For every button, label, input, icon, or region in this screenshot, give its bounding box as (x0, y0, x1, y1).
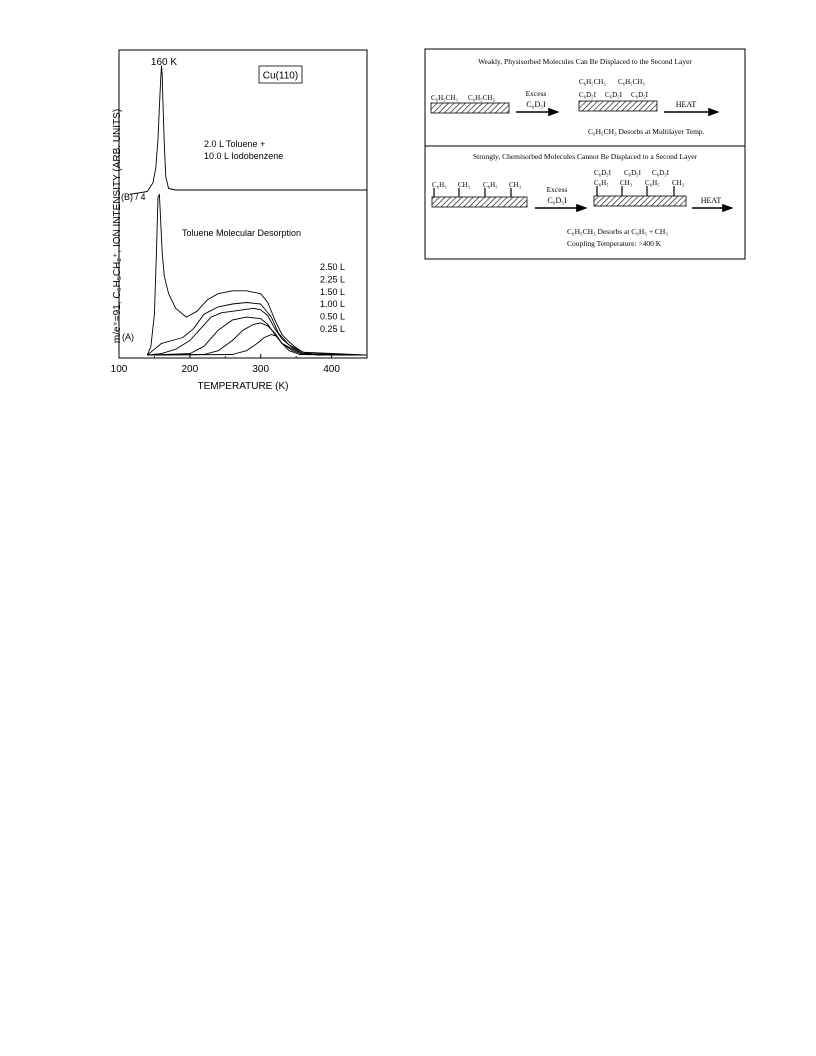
exposure-label: 0.25 L (319, 324, 345, 334)
x-tick-label: 100 (110, 364, 128, 375)
bottom-left-surface (432, 197, 527, 207)
top-left-molecule-1: C₆H₅CH₃ (431, 94, 458, 102)
tpd-chart (108, 48, 378, 398)
panel-top-title: Weakly, Physisorbed Molecules Can Be Displaced to the Second Layer (478, 57, 692, 66)
exposure-label: 2.50 L (319, 262, 345, 272)
top-heat-label: HEAT (675, 100, 697, 109)
bottom-upper-molecule-1: C₆D₅I (594, 169, 611, 177)
b-trace-label: (B) / 4 (121, 192, 146, 202)
b-condition-line1: 2.0 L Toluene + (204, 139, 266, 149)
series-line-6 (147, 335, 367, 356)
x-tick-label: 400 (323, 364, 340, 375)
displacement-scheme (424, 48, 746, 260)
bottom-left-adsorbate-2: CH₃ (458, 181, 471, 189)
top-lower-molecule-3: C₆D₅I (631, 91, 648, 99)
x-axis-ticks (111, 354, 341, 375)
bottom-arrow-label-2: C₆D₅I (547, 196, 567, 205)
series-line-4 (147, 317, 367, 355)
x-axis-label: TEMPERATURE (K) (197, 381, 289, 392)
exposure-label: 0.50 L (319, 311, 345, 322)
bottom-arrow-label-1: Excess (546, 185, 568, 194)
a-trace-label: (A) (122, 332, 134, 342)
exposure-label: 1.50 L (319, 286, 345, 297)
panel-bottom-title: Strongly, Chemisorbed Molecules Cannot Be Displaced to a Second Layer (472, 152, 698, 161)
x-tick-label: 300 (252, 364, 270, 375)
surface-label: Cu(110) (262, 70, 299, 82)
top-left-molecule-2: C₆H₅CH₃ (468, 94, 495, 102)
bottom-left-adsorbate-4: CH₃ (509, 181, 522, 189)
exposure-legend (320, 262, 345, 334)
y-axis-label: m/e⁺=91, C₆H₅CH₂⁺, ION INTENSITY (ARB. UNITS) (112, 108, 123, 344)
top-upper-molecule-2: C₆H₅CH₃ (618, 78, 645, 86)
bottom-right-adsorbate-3: C₆H₅ (645, 179, 660, 187)
exposure-label: 1.00 L (319, 299, 345, 310)
bottom-right-surface (594, 196, 686, 206)
top-left-surface (431, 103, 509, 113)
bottom-left-adsorbate-3: C₆H₅ (483, 181, 498, 189)
bottom-heat-label: HEAT (700, 196, 722, 205)
top-lower-molecule-1: C₆D₅I (579, 91, 596, 99)
a-section-title: Toluene Molecular Desorption (182, 228, 302, 238)
bottom-upper-molecule-2: C₆D₅I (624, 169, 641, 177)
x-tick-label: 200 (181, 364, 199, 375)
b-condition-line2: 10.0 L Iodobenzene (204, 151, 284, 161)
bottom-result-1: C₆H₅CH₃ Desorbs at C₆H₅ + CH₃ (567, 227, 668, 236)
bottom-result-2: Coupling Temperature: >400 K (567, 239, 662, 248)
bottom-right-adsorbate-1: C₆H₅ (594, 179, 609, 187)
exposure-label: 2.25 L (319, 274, 345, 285)
top-arrow-label-2: C₆D₅I (526, 100, 546, 109)
top-upper-molecule-1: C₆H₅CH₃ (579, 78, 606, 86)
bottom-upper-molecule-3: C₆D₅I (652, 169, 669, 177)
top-right-surface (579, 101, 657, 111)
top-arrow-label-1: Excess (525, 89, 547, 98)
series-line-0 (130, 66, 367, 195)
peak-label: 160 K (150, 57, 178, 68)
bottom-right-adsorbate-2: CH₃ (620, 179, 633, 187)
top-lower-molecule-2: C₆D₅I (605, 91, 622, 99)
bottom-right-adsorbate-4: CH₃ (672, 179, 685, 187)
top-result: C₆H₅CH₃ Desorbs at Multilayer Temp. (588, 127, 705, 136)
bottom-left-adsorbate-1: C₆H₅ (432, 181, 447, 189)
